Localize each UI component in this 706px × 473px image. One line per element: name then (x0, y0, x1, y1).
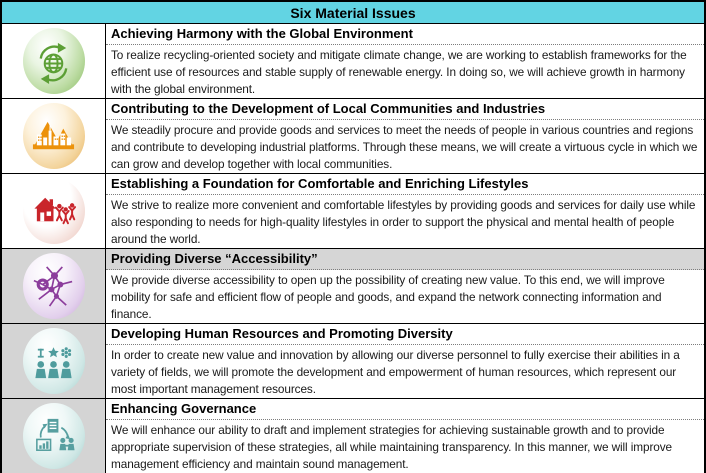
network-icon (23, 253, 85, 319)
row-governance (2, 399, 704, 473)
row-human-resources (2, 324, 704, 399)
icon-cell (2, 324, 106, 398)
house-family-icon (23, 178, 85, 244)
mountain-city-icon (23, 103, 85, 169)
text-cell (106, 249, 704, 323)
row-local-communities (2, 99, 704, 174)
governance-cycle-icon (23, 403, 85, 469)
icon-cell (2, 174, 106, 248)
text-cell (106, 24, 704, 98)
issue-title: Providing Diverse “Accessibility” (106, 249, 704, 270)
issue-title: Contributing to the Development of Local Communities and Industries (106, 99, 704, 120)
row-global-environment (2, 24, 704, 99)
issue-title: Achieving Harmony with the Global Environment (106, 24, 704, 45)
issue-description: We steadily procure and provide goods and services to meet the needs of people in various countries and regions and contribute to developing industrial platforms. Through these means, we will create a virtuous cycle in which we can grow and develop together with local communities. (111, 123, 698, 171)
issue-description: We provide diverse accessibility to open up the possibility of creating new value. To this end, we will improve mobility for safe and efficient flow of people and goods, and expand the network connecting information and finance. (111, 273, 665, 321)
issue-description: We strive to realize more convenient and comfortable lifestyles by providing goods and services for daily use while also responding to needs for high-quality lifestyles in order to support the physical and mental health of people around the world. (111, 198, 696, 246)
issue-title: Enhancing Governance (106, 399, 704, 420)
issue-description: We will enhance our ability to draft and implement strategies for achieving sustainable growth and to provide appropriate supervision of these strategies, all while maintaining transparency. In this manner, we will improve management efficiency and maintain sound management. (111, 423, 673, 471)
row-lifestyles (2, 174, 704, 249)
text-cell (106, 174, 704, 248)
table-title: Six Material Issues (290, 4, 416, 21)
icon-cell (2, 24, 106, 98)
table-header (2, 2, 704, 24)
issue-title: Developing Human Resources and Promoting Diversity (106, 324, 704, 345)
icon-cell (2, 99, 106, 173)
icon-cell (2, 249, 106, 323)
icon-cell (2, 399, 106, 473)
text-cell (106, 399, 704, 473)
text-cell (106, 99, 704, 173)
text-cell (106, 324, 704, 398)
people-diversity-icon (23, 328, 85, 394)
issue-description: To realize recycling-oriented society and mitigate climate change, we are working to establish frameworks for the efficient use of resources and stable supply of renewable energy. In doing so, we will achieve growth in harmony with the global environment. (111, 48, 687, 96)
globe-recycle-icon (23, 28, 85, 94)
issue-title: Establishing a Foundation for Comfortable and Enriching Lifestyles (106, 174, 704, 195)
issue-description: In order to create new value and innovation by allowing our diverse personnel to fully exercise their abilities in a variety of fields, we will promote the development and empowerment of human resources, which represent our most important management resources. (111, 348, 680, 396)
row-accessibility (2, 249, 704, 324)
